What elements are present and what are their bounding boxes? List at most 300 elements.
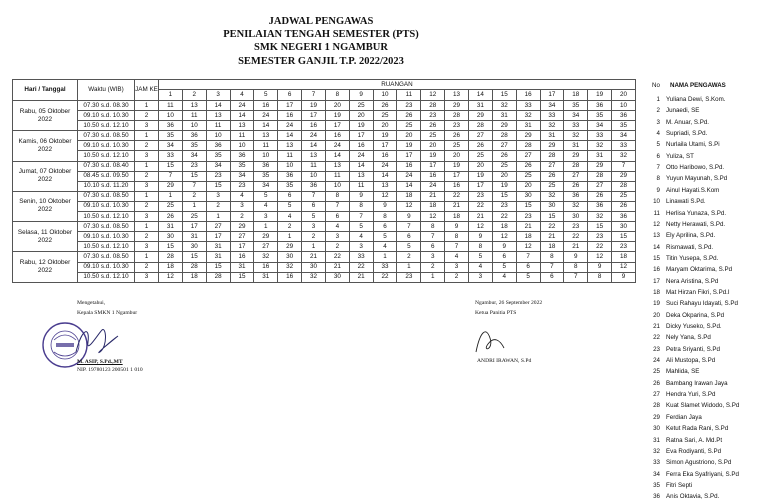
list-item-name: Netty Herawati, S.Pd.: [666, 220, 726, 228]
supervisor-cell: 3: [302, 222, 326, 232]
supervisor-cell: 6: [373, 222, 397, 232]
supervisor-cell: 24: [302, 131, 326, 141]
header-jam: JAM KE: [135, 80, 159, 101]
supervisor-cell: 4: [445, 252, 469, 262]
supervisor-cell: 19: [373, 131, 397, 141]
list-item-name: Mat Hirzan Fikri, S.Pd.I: [666, 288, 730, 296]
list-item-number: 33: [653, 459, 660, 467]
list-item-name: Yuyun Mayunah, S.Pd: [666, 175, 728, 183]
day-label: Senin, 10 Oktober 2022: [13, 191, 78, 221]
supervisor-cell: 18: [421, 201, 445, 211]
chair-signature-icon: [470, 322, 510, 358]
supervisor-cell: 14: [373, 171, 397, 181]
list-item-number: 7: [656, 164, 660, 172]
supervisor-cell: 34: [540, 101, 564, 111]
supervisor-cell: 16: [373, 151, 397, 161]
supervisor-cell: 13: [278, 141, 302, 151]
supervisor-cell: 35: [588, 111, 612, 121]
supervisor-cell: 11: [159, 101, 183, 111]
supervisor-cell: 2: [421, 262, 445, 272]
supervisor-cell: 4: [349, 232, 373, 242]
supervisor-cell: 22: [445, 191, 469, 201]
supervisor-cell: 27: [540, 161, 564, 171]
supervisor-cell: 21: [564, 242, 588, 252]
table-row: [13, 151, 636, 161]
list-item-number: 17: [653, 277, 660, 285]
supervisor-cell: 3: [254, 212, 278, 222]
supervisor-cell: 12: [516, 242, 540, 252]
supervisor-cell: 17: [445, 171, 469, 181]
supervisor-cell: 21: [421, 191, 445, 201]
supervisor-cell: 17: [349, 131, 373, 141]
supervisor-cell: 36: [302, 181, 326, 191]
supervisor-cell: 30: [278, 252, 302, 262]
supervisor-cell: 20: [492, 171, 516, 181]
supervisor-cell: 33: [349, 252, 373, 262]
supervisor-cell: 31: [206, 242, 230, 252]
sig-right-line2: Ketua Panitia PTS: [475, 310, 517, 316]
sig-left-nip: NIP. 19780123 200501 1 010: [77, 367, 143, 373]
supervisor-cell: 23: [516, 212, 540, 222]
supervisor-cell: 10: [230, 141, 254, 151]
supervisor-cell: 33: [373, 262, 397, 272]
supervisor-cell: 13: [206, 111, 230, 121]
title-line-2: PENILAIAN TENGAH SEMESTER (PTS): [223, 29, 419, 41]
supervisor-cell: 7: [302, 191, 326, 201]
supervisor-cell: 20: [445, 151, 469, 161]
list-item-number: 16: [653, 266, 660, 274]
schedule-table: [12, 79, 636, 283]
supervisor-cell: 1: [373, 252, 397, 262]
supervisor-cell: 13: [182, 101, 206, 111]
list-item-number: 2: [656, 107, 660, 115]
supervisor-cell: 25: [492, 161, 516, 171]
supervisor-cell: 9: [397, 212, 421, 222]
supervisor-cell: 24: [397, 171, 421, 181]
document-title-block: [0, 15, 642, 68]
day-label: Jumat, 07 Oktober 2022: [13, 161, 78, 191]
list-item-name: Anis Oktavia, S.Pd.: [666, 493, 720, 501]
supervisor-cell: 17: [206, 232, 230, 242]
supervisor-cell: 35: [254, 171, 278, 181]
supervisor-cell: 4: [254, 201, 278, 211]
supervisor-cell: 26: [492, 151, 516, 161]
list-item-number: 15: [653, 254, 660, 262]
supervisor-cell: 34: [230, 171, 254, 181]
supervisor-cell: 32: [588, 141, 612, 151]
supervisor-cell: 26: [468, 141, 492, 151]
supervisor-cell: 36: [612, 111, 636, 121]
list-item-number: 18: [653, 288, 660, 296]
supervisor-cell: 9: [564, 252, 588, 262]
supervisor-cell: 16: [349, 141, 373, 151]
supervisor-cell: 26: [540, 171, 564, 181]
session-jam: 3: [135, 212, 159, 222]
supervisor-cell: 10: [254, 151, 278, 161]
list-item-number: 25: [653, 368, 660, 376]
room-number: 19: [588, 90, 612, 101]
list-item-name: Mahlida, SE: [666, 368, 700, 376]
supervisor-cell: 12: [373, 191, 397, 201]
list-item-name: Suci Rahayu Idayati, S.Pd: [666, 300, 738, 308]
table-row: [13, 141, 636, 151]
supervisor-cell: 2: [182, 191, 206, 201]
supervisor-cell: 24: [254, 111, 278, 121]
supervisor-cell: 17: [182, 222, 206, 232]
supervisor-cell: 7: [445, 242, 469, 252]
list-item-number: 12: [653, 220, 660, 228]
supervisor-cell: 8: [349, 201, 373, 211]
table-row: [13, 101, 636, 111]
principal-signature-icon: [72, 322, 122, 360]
supervisor-cell: 27: [254, 242, 278, 252]
session-time: 08.45 s.d. 09.50: [78, 171, 135, 181]
table-row: [13, 201, 636, 211]
supervisor-cell: 22: [564, 232, 588, 242]
list-item-name: Ratna Sari, A. Md.Pt: [666, 436, 723, 444]
supervisor-cell: 25: [421, 131, 445, 141]
supervisor-cell: 23: [230, 181, 254, 191]
list-item-number: 6: [656, 152, 660, 160]
list-item-name: Yuliana Dewi, S.Kom.: [666, 96, 726, 103]
supervisor-cell: 20: [373, 121, 397, 131]
supervisor-cell: 22: [349, 262, 373, 272]
supervisor-cell: 31: [206, 252, 230, 262]
supervisor-cell: 2: [302, 232, 326, 242]
supervisor-cell: 2: [445, 272, 469, 282]
supervisor-cell: 25: [349, 101, 373, 111]
supervisor-cell: 28: [468, 121, 492, 131]
supervisor-cell: 17: [468, 181, 492, 191]
supervisor-cell: 35: [206, 151, 230, 161]
supervisor-cell: 7: [325, 201, 349, 211]
room-number: 2: [182, 90, 206, 101]
list-item-number: 23: [653, 345, 660, 353]
supervisor-cell: 1: [421, 272, 445, 282]
supervisor-cell: 24: [349, 151, 373, 161]
supervisor-cell: 36: [612, 212, 636, 222]
list-item-name: Nurlaila Utami, S.Pi: [666, 141, 720, 149]
supervisor-cell: 12: [468, 222, 492, 232]
supervisor-cell: 10: [325, 181, 349, 191]
room-number: 12: [421, 90, 445, 101]
supervisor-cell: 30: [325, 272, 349, 282]
supervisor-cell: 32: [540, 191, 564, 201]
supervisor-cell: 32: [612, 151, 636, 161]
supervisor-cell: 17: [230, 242, 254, 252]
list-item-name: Maryam Oktarima, S.Pd: [666, 266, 733, 274]
supervisor-cell: 8: [421, 222, 445, 232]
supervisor-cell: 28: [206, 272, 230, 282]
list-item-name: Eva Rodiyanti, S.Pd: [666, 447, 722, 455]
session-jam: 2: [135, 201, 159, 211]
supervisor-cell: 8: [540, 252, 564, 262]
supervisor-cell: 35: [182, 141, 206, 151]
header-name: NAMA PENGAWAS: [670, 82, 726, 89]
supervisor-cell: 31: [254, 272, 278, 282]
sig-right-name: ANDRI IRAWAN, S.Pd: [477, 358, 532, 364]
list-item-name: Petra Sriyanti, S.Pd: [666, 345, 720, 353]
list-item-number: 28: [653, 402, 660, 410]
title-line-3: SMK NEGERI 1 NGAMBUR: [254, 42, 388, 54]
session-jam: 1: [135, 161, 159, 171]
supervisor-cell: 20: [421, 141, 445, 151]
supervisor-cell: 25: [182, 212, 206, 222]
supervisor-cell: 1: [278, 232, 302, 242]
supervisor-cell: 29: [278, 242, 302, 252]
supervisor-cell: 16: [302, 121, 326, 131]
supervisor-cell: 6: [278, 191, 302, 201]
supervisor-cell: 5: [302, 212, 326, 222]
room-number: 9: [349, 90, 373, 101]
room-number: 8: [325, 90, 349, 101]
supervisor-cell: 12: [612, 262, 636, 272]
supervisor-cell: 11: [325, 171, 349, 181]
supervisor-cell: 14: [349, 161, 373, 171]
table-row: [13, 232, 636, 242]
supervisor-cell: 19: [445, 161, 469, 171]
session-time: 10.50 s.d. 12.10: [78, 212, 135, 222]
supervisor-cell: 10: [302, 171, 326, 181]
list-item-name: Fitri Septi: [666, 481, 693, 489]
supervisor-cell: 13: [373, 181, 397, 191]
supervisor-cell: 36: [182, 131, 206, 141]
supervisor-cell: 21: [540, 232, 564, 242]
supervisor-cell: 2: [278, 222, 302, 232]
table-row: [13, 121, 636, 131]
list-item-name: Hendra Yuri, S.Pd: [666, 391, 716, 399]
supervisor-cell: 15: [182, 171, 206, 181]
supervisor-cell: 35: [159, 131, 183, 141]
supervisor-cell: 12: [588, 252, 612, 262]
supervisor-cell: 36: [254, 161, 278, 171]
supervisor-cell: 33: [540, 111, 564, 121]
supervisor-cell: 28: [421, 101, 445, 111]
supervisor-cell: 15: [612, 232, 636, 242]
supervisor-cell: 33: [516, 101, 540, 111]
supervisor-cell: 12: [397, 201, 421, 211]
list-item-number: 3: [656, 118, 660, 126]
supervisor-cell: 6: [302, 201, 326, 211]
list-item-name: Rismawati, S.Pd.: [666, 243, 714, 251]
supervisor-cell: 25: [540, 181, 564, 191]
supervisor-cell: 12: [492, 232, 516, 242]
supervisor-cell: 31: [564, 141, 588, 151]
session-jam: 3: [135, 181, 159, 191]
list-item-name: Simon Agustriono, S.Pd: [666, 459, 732, 467]
table-row: [13, 242, 636, 252]
supervisor-cell: 5: [492, 262, 516, 272]
supervisor-cell: 28: [612, 181, 636, 191]
header-no: No: [652, 82, 660, 89]
supervisor-cell: 31: [230, 262, 254, 272]
supervisor-cell: 31: [588, 151, 612, 161]
list-item-name: Nely Yana, S.Pd: [666, 334, 711, 342]
session-jam: 2: [135, 232, 159, 242]
supervisor-cell: 16: [421, 171, 445, 181]
supervisor-cell: 34: [588, 121, 612, 131]
supervisor-cell: 32: [540, 121, 564, 131]
header-day: Hari / Tanggal: [13, 80, 78, 101]
session-time: 10.50 s.d. 12.10: [78, 151, 135, 161]
list-item-number: 34: [653, 470, 660, 478]
room-number: 7: [302, 90, 326, 101]
supervisor-cell: 30: [612, 222, 636, 232]
room-number: 10: [373, 90, 397, 101]
supervisor-cell: 5: [349, 222, 373, 232]
list-item-number: 19: [653, 300, 660, 308]
list-item-name: Titin Yusepa, S.Pd.: [666, 254, 719, 262]
list-item-name: Bambang Irawan Jaya: [666, 379, 728, 387]
supervisor-cell: 14: [397, 181, 421, 191]
supervisor-cell: 33: [564, 121, 588, 131]
supervisor-cell: 9: [445, 222, 469, 232]
supervisor-cell: 31: [468, 101, 492, 111]
supervisor-cell: 17: [421, 161, 445, 171]
supervisor-cell: 25: [373, 111, 397, 121]
supervisor-cell: 28: [182, 262, 206, 272]
supervisor-cell: 36: [278, 171, 302, 181]
supervisor-cell: 13: [325, 161, 349, 171]
supervisor-cell: 27: [564, 171, 588, 181]
supervisor-cell: 11: [182, 111, 206, 121]
supervisor-cell: 12: [159, 272, 183, 282]
room-number: 5: [254, 90, 278, 101]
supervisor-cell: 30: [182, 242, 206, 252]
supervisor-cell: 11: [349, 181, 373, 191]
list-item-name: Herlisa Yunaza, S.Pd.: [666, 209, 727, 217]
supervisor-cell: 25: [468, 151, 492, 161]
room-number: 16: [516, 90, 540, 101]
supervisor-cell: 21: [468, 212, 492, 222]
supervisor-cell: 21: [516, 222, 540, 232]
session-jam: 3: [135, 121, 159, 131]
supervisor-cell: 25: [159, 201, 183, 211]
supervisor-cell: 31: [182, 232, 206, 242]
supervisor-cell: 17: [278, 101, 302, 111]
supervisor-cell: 6: [325, 212, 349, 222]
list-item-number: 31: [653, 436, 660, 444]
supervisor-cell: 13: [230, 121, 254, 131]
header-time: Waktu (WIB): [78, 80, 135, 101]
supervisor-cell: 10: [182, 121, 206, 131]
supervisor-cell: 4: [230, 191, 254, 201]
supervisor-cell: 7: [159, 171, 183, 181]
supervisor-cell: 27: [468, 131, 492, 141]
supervisor-cell: 26: [421, 121, 445, 131]
supervisor-cell: 10: [278, 161, 302, 171]
session-time: 10.10 s.d. 11.20: [78, 181, 135, 191]
supervisor-cell: 19: [349, 121, 373, 131]
supervisor-cell: 5: [254, 191, 278, 201]
supervisor-cell: 32: [492, 101, 516, 111]
session-jam: 2: [135, 171, 159, 181]
list-item-number: 26: [653, 379, 660, 387]
supervisor-cell: 18: [516, 232, 540, 242]
list-item-number: 1: [656, 96, 660, 103]
supervisor-cell: 4: [325, 222, 349, 232]
supervisor-cell: 31: [540, 131, 564, 141]
title-line-4: SEMESTER GANJIL T.P. 2022/2023: [238, 55, 404, 67]
session-jam: 3: [135, 151, 159, 161]
supervisor-cell: 3: [349, 242, 373, 252]
list-item-number: 24: [653, 357, 660, 365]
session-jam: 3: [135, 242, 159, 252]
room-number: 6: [278, 90, 302, 101]
supervisor-cell: 27: [230, 232, 254, 242]
supervisor-cell: 19: [421, 151, 445, 161]
supervisor-cell: 2: [325, 242, 349, 252]
supervisor-cell: 8: [445, 232, 469, 242]
supervisor-cell: 36: [230, 151, 254, 161]
supervisor-cell: 15: [540, 212, 564, 222]
supervisor-cell: 16: [230, 252, 254, 262]
supervisor-cell: 8: [468, 242, 492, 252]
list-item-number: 36: [653, 493, 660, 501]
supervisor-cell: 25: [612, 191, 636, 201]
supervisor-cell: 17: [325, 121, 349, 131]
list-item-name: Supriadi, S.Pd.: [666, 130, 708, 138]
list-item-number: 20: [653, 311, 660, 319]
supervisor-cell: 27: [588, 181, 612, 191]
list-item-number: 35: [653, 481, 660, 489]
list-item-number: 9: [656, 186, 660, 194]
list-item-number: 29: [653, 413, 660, 421]
session-jam: 3: [135, 272, 159, 282]
supervisor-cell: 19: [325, 111, 349, 121]
supervisor-cell: 1: [206, 212, 230, 222]
supervisor-cell: 28: [516, 141, 540, 151]
supervisor-cell: 3: [325, 232, 349, 242]
list-item-number: 30: [653, 425, 660, 433]
supervisor-cell: 21: [302, 252, 326, 262]
supervisor-cell: 1: [254, 222, 278, 232]
supervisor-cell: 12: [421, 212, 445, 222]
session-time: 07.30 s.d. 08.40: [78, 161, 135, 171]
list-item-name: Deka Okparina, S.Pd: [666, 311, 725, 319]
supervisor-cell: 6: [421, 242, 445, 252]
supervisor-cell: 8: [564, 262, 588, 272]
supervisor-cell: 18: [397, 191, 421, 201]
supervisor-cell: 14: [325, 151, 349, 161]
list-item-name: Ketut Rada Rani, S.Pd: [666, 425, 729, 433]
room-number: 17: [540, 90, 564, 101]
session-jam: 2: [135, 262, 159, 272]
sig-left-line2: Kepala SMKN 1 Ngambur: [77, 310, 138, 316]
list-item-number: 21: [653, 323, 660, 330]
supervisor-cell: 6: [492, 252, 516, 262]
table-row: [13, 262, 636, 272]
table-row: [13, 222, 636, 232]
supervisor-cell: 24: [325, 141, 349, 151]
supervisor-cell: 19: [492, 181, 516, 191]
supervisor-cell: 29: [468, 111, 492, 121]
supervisor-cell: 18: [445, 212, 469, 222]
supervisor-cell: 11: [302, 161, 326, 171]
supervisor-cell: 17: [397, 151, 421, 161]
supervisor-cell: 23: [182, 161, 206, 171]
supervisor-cell: 31: [492, 111, 516, 121]
session-time: 07.30 s.d. 08.50: [78, 222, 135, 232]
list-item-number: 14: [653, 243, 660, 251]
supervisor-cell: 15: [588, 222, 612, 232]
supervisor-cell: 32: [564, 131, 588, 141]
supervisor-cell: 16: [397, 161, 421, 171]
supervisor-cell: 29: [159, 181, 183, 191]
supervisor-cell: 3: [421, 252, 445, 262]
list-item-number: 8: [656, 175, 660, 183]
session-time: 09.10 s.d. 10.30: [78, 111, 135, 121]
